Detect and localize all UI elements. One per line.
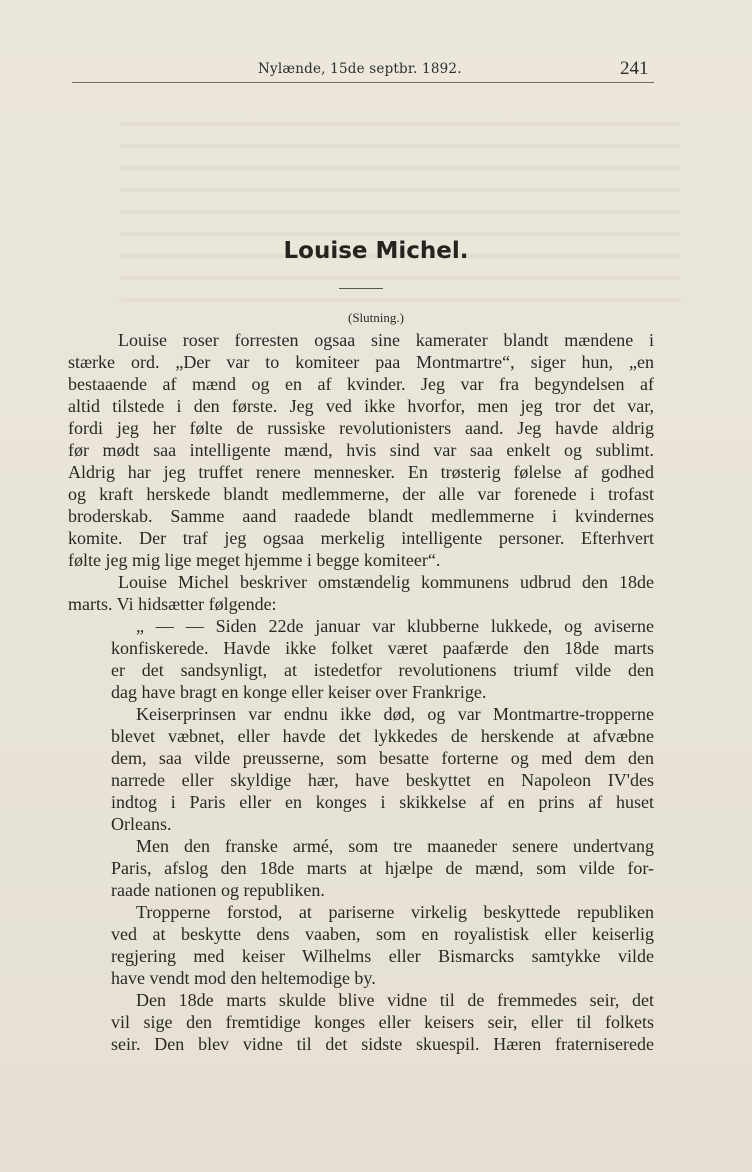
quote-line: seir. Den blev vidne til det sidste skuespil. Hæren fraterniserede: [111, 1034, 654, 1054]
body-line: stærke ord. „Der var to komiteer paa Montmartre“, siger hun, „en: [68, 352, 654, 372]
quote-line: raade nationen og republiken.: [111, 880, 325, 900]
quote-line: regjering med keiser Wilhelms eller Bismarcks samtykke vilde: [111, 946, 654, 966]
quote-line: Den 18de marts skulde blive vidne til de fremmedes seir, det: [136, 990, 654, 1010]
quote-line: dem, saa vilde preusserne, som besatte forterne og med dem den: [111, 748, 654, 768]
article-title: Louise Michel.: [283, 238, 469, 264]
body-line: Louise Michel beskriver omstændelig kommunens udbrud den 18de: [118, 572, 654, 592]
quote-line: narrede eller skyldige hær, have beskyttet en Napoleon IV'des: [111, 770, 654, 790]
bleed-through-texture: [120, 108, 680, 308]
quote-line: indtog i Paris eller en konges i skikkelse af en prins af huset: [111, 792, 654, 812]
header-rule: [72, 82, 654, 83]
running-header: [0, 58, 752, 82]
body-line: Aldrig har jeg truffet renere mennesker. En trøsterig følelse af godhed: [68, 462, 654, 482]
quote-line: Keiserprinsen var endnu ikke død, og var Montmartre-tropperne: [136, 704, 654, 724]
quote-line: er det sandsynligt, at istedetfor revolutionens triumf vilde den: [111, 660, 654, 680]
body-line: marts. Vi hidsætter følgende:: [68, 594, 277, 614]
quote-line: Paris, afslog den 18de marts at hjælpe de mænd, som vilde for-: [111, 858, 654, 878]
quote-line: vil sige den fremtidige konges eller keisers seir, eller til folkets: [111, 1012, 654, 1032]
body-line: før mødt saa intelligente mænd, hvis sind var saa enkelt og sublimt.: [68, 440, 654, 460]
quote-line: Men den franske armé, som tre maaneder senere undertvang: [136, 836, 654, 856]
page-number: 241: [620, 58, 649, 79]
quote-line: dag have bragt en konge eller keiser over Frankrige.: [111, 682, 487, 702]
body-line: Louise roser forresten ogsaa sine kamerater blandt mændene i: [118, 330, 654, 350]
title-divider: [339, 288, 383, 289]
body-line: broderskab. Samme aand raadede blandt medlemmerne i kvindernes: [68, 506, 654, 526]
quote-line: Orleans.: [111, 814, 172, 834]
body-line: fordi jeg her følte de russiske revolutionisters aand. Jeg havde aldrig: [68, 418, 654, 438]
quote-line: ved at beskytte dens vaaben, som en royalistisk eller keiserlig: [111, 924, 654, 944]
quote-line: konfiskerede. Havde ikke folket været paafærde den 18de marts: [111, 638, 654, 658]
body-line: og kraft herskede blandt medlemmerne, der alle var forenede i trofast: [68, 484, 654, 504]
quote-line: have vendt mod den heltemodige by.: [111, 968, 376, 988]
body-line: altid tilstede i den første. Jeg ved ikke hvorfor, men jeg tror det var,: [68, 396, 654, 416]
running-title: Nylænde, 15de septbr. 1892.: [258, 61, 462, 77]
article-subtitle: (Slutning.): [348, 310, 404, 325]
quote-line: Tropperne forstod, at pariserne virkelig beskyttede republiken: [136, 902, 654, 922]
body-line: komite. Der traf jeg ogsaa merkelig intelligente personer. Efterhvert: [68, 528, 654, 548]
body-line: bestaaende af mænd og en af kvinder. Jeg var fra begyndelsen af: [68, 374, 654, 394]
quote-line: blevet væbnet, eller havde det lykkedes de herskende at afvæbne: [111, 726, 654, 746]
body-line: følte jeg mig lige meget hjemme i begge komiteer“.: [68, 550, 441, 570]
quote-line: „ — — Siden 22de januar var klubberne lukkede, og aviserne: [136, 616, 654, 636]
